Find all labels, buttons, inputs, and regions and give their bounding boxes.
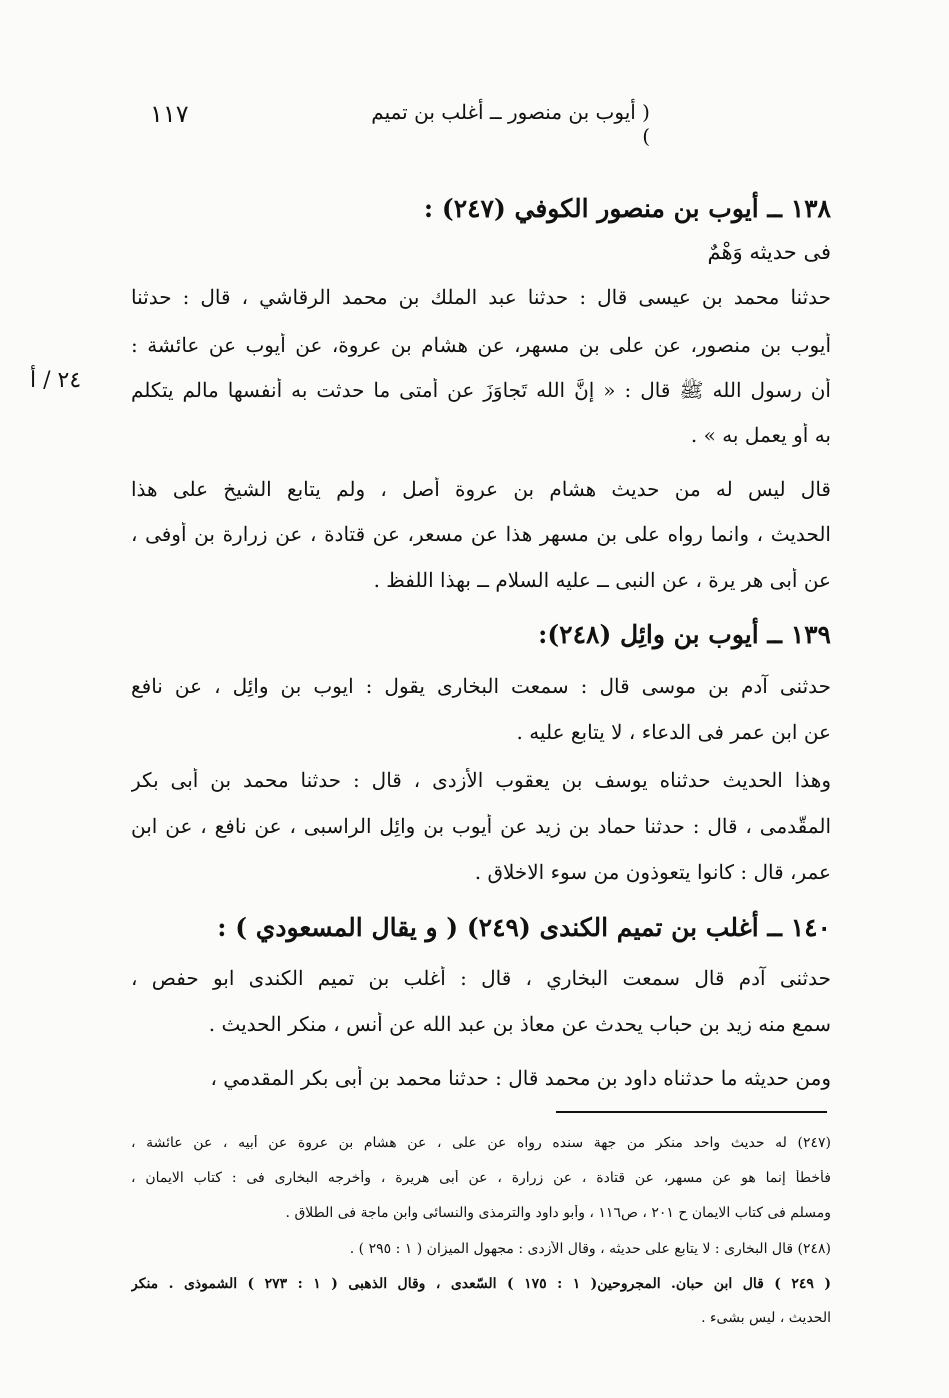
entry-138-subheading: فى حديثه وَهْمٌ — [707, 240, 831, 264]
text-line: قال ليس له من حديث هشام بن عروة أصل ، ولم يتابع الشيخ على هذا — [131, 477, 831, 501]
text-line: أيوب بن منصور، عن على بن مسهر، عن هشام بن عروة، عن أيوب عن عائشة : — [131, 333, 831, 357]
text-line: حدثنى آدم قال سمعت البخاري ، قال : أغلب بن تميم الكندى ابو حفص ، — [131, 966, 831, 990]
page-number: ١١٧ — [150, 100, 189, 128]
text-line: سمع منه زيد بن حباب يحدث عن معاذ بن عبد الله عن أنس ، منكر الحديث . — [208, 1012, 831, 1036]
footnote-line: (٢٤٧) له حديث واحد منكر من جهة سنده رواه عن على ، عن هشام بن عروة عن أبيه ، عن عائشة ، — [131, 1135, 831, 1151]
footnote-line: ومسلم فى كتاب الايمان ح ٢٠١ ، ص١١٦ ، وأبو داود والترمذى والنسائى وابن ماجة فى الطلاق . — [285, 1205, 831, 1221]
footnote-line: فأخطأ إنما هو عن مسهر، عن قتادة ، عن زرارة ، عن أبى هريرة ، وأخرجه البخارى فى : كتاب الايمان ، — [131, 1170, 831, 1186]
text-line: به أو يعمل به » . — [690, 423, 831, 447]
footnote-line: ( ٢٤٩ ) قال ابن حبان. المجروحين( ١ : ١٧٥ ) السّعدى ، وقال الذهبى ( ١ : ٢٧٣ ) الشموذى . منكر — [131, 1276, 831, 1292]
text-line: عن أبى هر يرة ، عن النبى ــ عليه السلام ــ بهذا اللفظ . — [373, 568, 831, 592]
entry-139-heading: ١٣٩ ــ أيوب بن وائِل (٢٤٨): — [538, 620, 831, 649]
footnote-rule — [556, 1111, 827, 1113]
footnote-line: (٢٤٨) قال البخارى : لا يتابع على حديثه ، وقال الأزدى : مجهول الميزان ( ١ : ٢٩٥ ) . — [349, 1241, 831, 1257]
running-title: ( أيوب بن منصور ــ أغلب بن تميم ) — [371, 100, 650, 148]
entry-140-heading: ١٤٠ ــ أغلب بن تميم الكندى (٢٤٩) ( و يقال المسعودي ) : — [217, 913, 831, 942]
text-line: وهذا الحديث حدثناه يوسف بن يعقوب الأزدى ، قال : حدثنا محمد بن أبى بكر — [131, 768, 831, 792]
margin-folio-note: ٢٤ / أ — [30, 368, 82, 393]
text-line: حدثنا محمد بن عيسى قال : حدثنا عبد الملك بن محمد الرقاشي ، قال : حدثنا — [131, 285, 831, 309]
text-line: حدثنى آدم بن موسى قال : سمعت البخارى يقول : ايوب بن وائِل ، عن نافع — [131, 674, 831, 698]
text-line: عن ابن عمر فى الدعاء ، لا يتابع عليه . — [516, 720, 831, 744]
text-line: المقّدمى ، قال : حدثنا حماد بن زيد عن أيوب بن وائِل الراسبى ، عن نافع ، عن ابن — [131, 814, 831, 838]
text-line: ومن حديثه ما حدثناه داود بن محمد قال : حدثنا محمد بن أبى بكر المقدمي ، — [210, 1066, 831, 1090]
text-line: أن رسول الله ﷺ قال : « إنَّ الله تَجاوَزَ عن أمتى ما حدثت به أنفسها مالم يتكلم — [131, 378, 831, 402]
text-line: الحديث ، وانما رواه على بن مسهر هذا عن مسعر، عن قتادة ، عن زرارة بن أوفى ، — [131, 522, 831, 546]
entry-138-heading: ١٣٨ ــ أيوب بن منصور الكوفي (٢٤٧) : — [423, 194, 831, 223]
text-line: عمر، قال : كانوا يتعوذون من سوء الاخلاق . — [474, 860, 831, 884]
footnote-line: الحديث ، ليس بشىء . — [701, 1310, 831, 1326]
